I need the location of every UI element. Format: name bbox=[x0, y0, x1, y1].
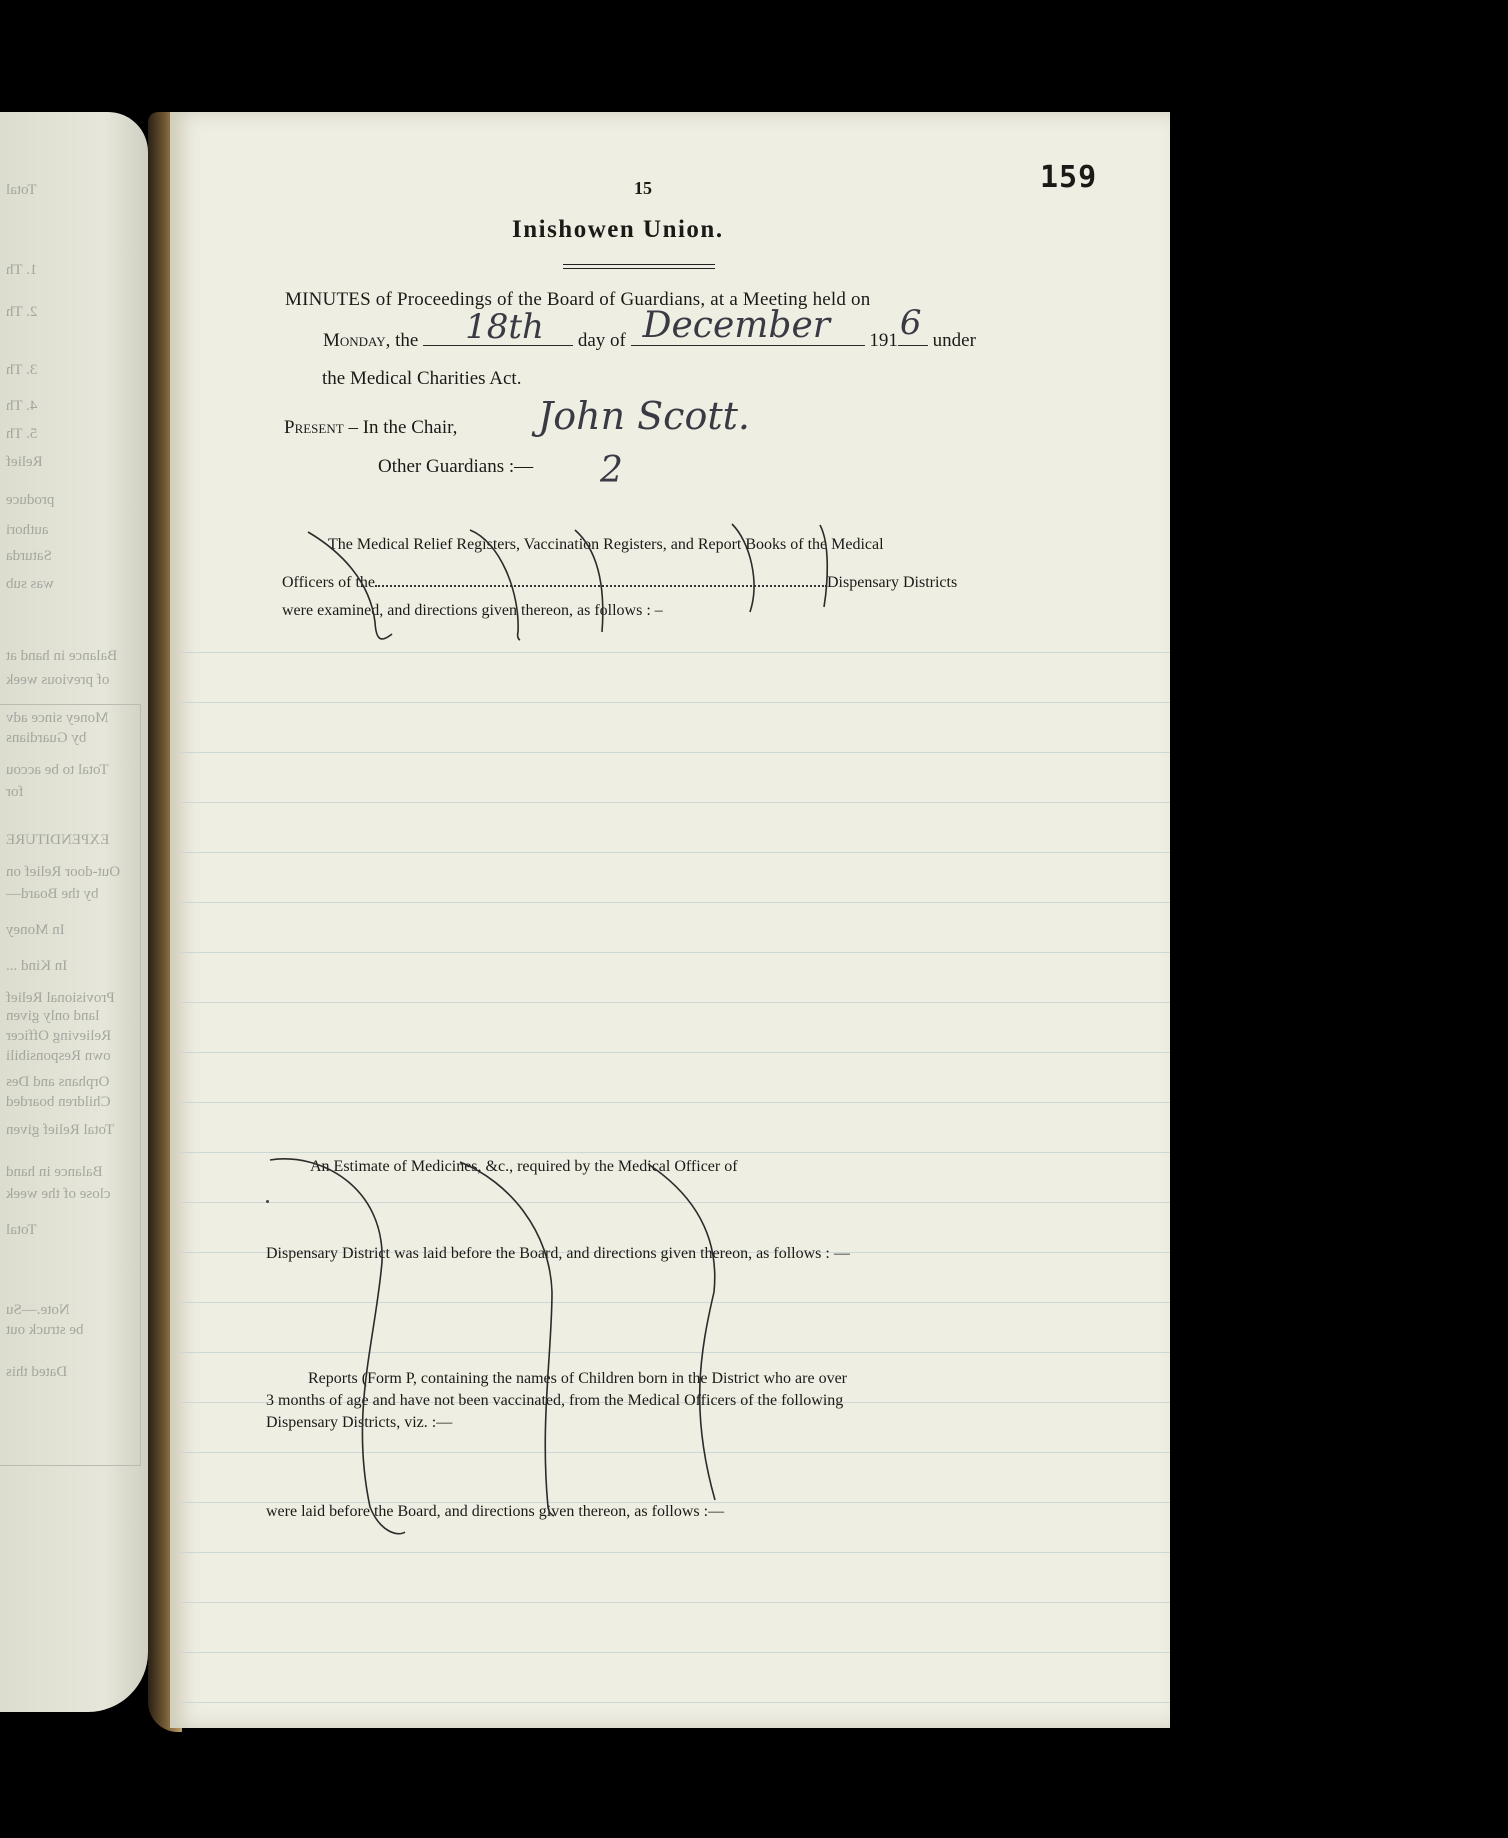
show-through-text: 4. Th bbox=[6, 398, 38, 414]
strike-stroke bbox=[820, 525, 827, 607]
show-through-text: Balance in hand at bbox=[6, 648, 118, 664]
show-through-text: Money since adv bbox=[6, 710, 109, 726]
show-through-text: land only given bbox=[6, 1008, 100, 1024]
show-through-text: EXPENDITURE bbox=[6, 832, 110, 848]
show-through-text: close of the week bbox=[6, 1186, 111, 1202]
show-through-text: Dated this bbox=[6, 1364, 68, 1380]
show-through-text: Orphans and Des bbox=[6, 1074, 110, 1090]
folio-number: 159 bbox=[1040, 160, 1098, 195]
reports-line-4: were laid before the Board, and directions given thereon, as follows :— bbox=[266, 1503, 725, 1520]
the-label: , the bbox=[385, 330, 419, 351]
handwritten-day: 18th bbox=[465, 307, 544, 347]
show-through-text: In Money bbox=[6, 922, 65, 938]
union-title: Inishowen Union. bbox=[512, 216, 724, 243]
show-through-text: Note.—Su bbox=[6, 1302, 70, 1318]
in-chair-label: – In the Chair, bbox=[343, 417, 458, 438]
strike-stroke bbox=[648, 1164, 715, 1500]
show-through-text: Balance in hand bbox=[6, 1164, 103, 1180]
registers-line-3: were examined, and directions given thereon, as follows : – bbox=[282, 602, 663, 619]
show-through-text: Total to be accou bbox=[6, 762, 109, 778]
handwritten-year-digit: 6 bbox=[899, 303, 922, 343]
show-through-text: Provisional Relief bbox=[6, 990, 115, 1006]
registers-line-1: The Medical Relief Registers, Vaccination Registers, and Report Books of the Medical bbox=[328, 536, 884, 553]
facing-page bbox=[0, 112, 148, 1712]
show-through-text: own Responsibili bbox=[6, 1048, 111, 1064]
page-number: 15 bbox=[634, 178, 652, 198]
strike-stroke bbox=[732, 524, 754, 612]
show-through-text: 5. Th bbox=[6, 426, 38, 442]
strike-stroke bbox=[460, 1162, 554, 1516]
handwritten-chair-name: John Scott. bbox=[538, 394, 750, 438]
dispensary-districts-label: Dispensary Districts bbox=[827, 574, 958, 591]
estimate-line-2: Dispensary District was laid before the Board, and directions given thereon, as follows : — bbox=[266, 1245, 850, 1262]
ink-dot bbox=[266, 1200, 269, 1203]
show-through-text: Relieving Officer bbox=[6, 1028, 112, 1044]
show-through-text: Out-door Relief on bbox=[6, 864, 121, 880]
show-through-text: Total Relief given bbox=[6, 1122, 115, 1138]
under-label: under bbox=[932, 330, 976, 351]
year-prefix: 191 bbox=[869, 330, 898, 351]
officers-of-the-label: Officers of the bbox=[282, 574, 375, 591]
show-through-text: by Guardians bbox=[6, 730, 87, 746]
register-page bbox=[170, 112, 1170, 1728]
handwritten-month: December bbox=[642, 305, 830, 346]
show-through-text: Total bbox=[6, 1222, 37, 1238]
strike-stroke bbox=[470, 530, 520, 640]
show-through-text: 3. Th bbox=[6, 362, 38, 378]
show-through-text: by the Board— bbox=[6, 886, 99, 902]
show-through-text: of previous week bbox=[6, 672, 110, 688]
reports-line-3: Dispensary Districts, viz. :— bbox=[266, 1414, 453, 1431]
show-through-text: 2. Th bbox=[6, 304, 38, 320]
minutes-heading-line: MINUTES of Proceedings of the Board of Guardians, at a Meeting held on bbox=[285, 289, 871, 310]
day-of-label: day of bbox=[577, 330, 626, 351]
show-through-text: Total bbox=[6, 182, 37, 198]
medical-charities-act: the Medical Charities Act. bbox=[322, 368, 522, 389]
show-through-text: In Kind ... bbox=[6, 958, 68, 974]
estimate-line-1: An Estimate of Medicines, &c., required by the Medical Officer of bbox=[310, 1158, 738, 1175]
show-through-text: was sub bbox=[6, 576, 54, 592]
show-through-text: 1. Th bbox=[6, 262, 38, 278]
show-through-text: authori bbox=[6, 522, 49, 538]
show-through-text: Children boarded bbox=[6, 1094, 111, 1110]
show-through-text: produce bbox=[6, 492, 55, 508]
weekday-label: Monday bbox=[323, 330, 386, 351]
show-through-text: Relief bbox=[6, 454, 43, 470]
strike-stroke bbox=[575, 530, 603, 632]
strike-out-strokes bbox=[170, 112, 1170, 1728]
strike-stroke bbox=[308, 532, 392, 639]
show-through-text: for bbox=[6, 784, 24, 800]
reports-line-1: Reports (Form P, containing the names of Children born in the District who are over bbox=[308, 1370, 848, 1387]
strike-stroke bbox=[270, 1159, 405, 1534]
present-label: Present bbox=[284, 417, 344, 438]
handwritten-other-count: 2 bbox=[600, 450, 623, 491]
other-guardians-label: Other Guardians :— bbox=[378, 456, 534, 477]
show-through-text: be struck out bbox=[6, 1322, 84, 1338]
reports-line-2: 3 months of age and have not been vaccinated, from the Medical Officers of the following bbox=[266, 1392, 844, 1409]
show-through-text: Saturda bbox=[6, 548, 52, 564]
